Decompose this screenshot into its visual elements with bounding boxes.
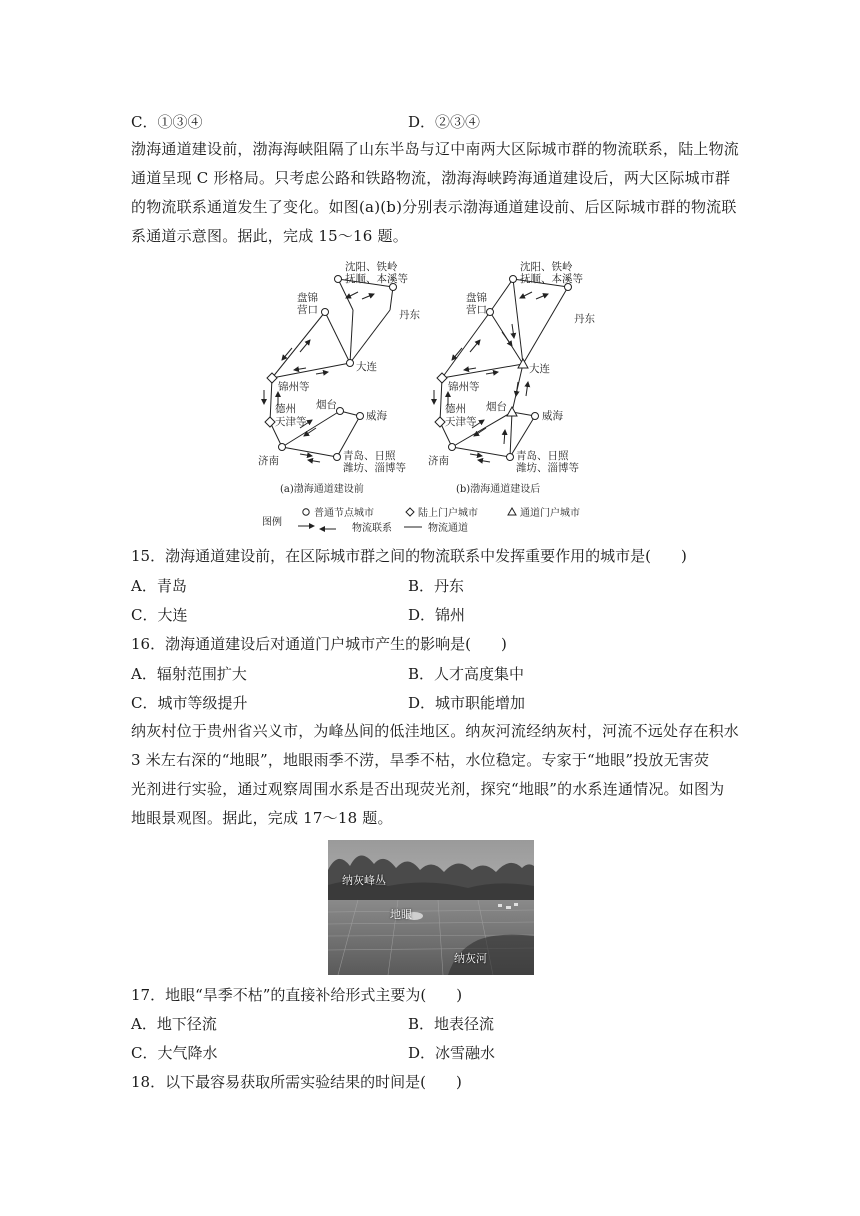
svg-text:天津等: 天津等 bbox=[445, 416, 477, 428]
city-dalian-a: 大连 bbox=[356, 361, 377, 373]
intro1-line-4: 系通道示意图。据此，完成 15～16 题。 bbox=[131, 227, 408, 245]
q16-option-a[interactable]: A．辐射范围扩大 bbox=[131, 665, 247, 683]
intro2-line-4: 地眼景观图。据此，完成 17～18 题。 bbox=[131, 809, 393, 827]
intro1-line-1: 渤海通道建设前，渤海海峡阻隔了山东半岛与辽中南两大区际城市群的物流联系，陆上物流 bbox=[131, 140, 740, 158]
intro2-line-3: 光剂进行实验，通过观察周围水系是否出现荧光剂，探究“地眼”的水系连通情况。如图为 bbox=[131, 780, 725, 798]
legend-channel-gate: 通道门户城市 bbox=[520, 508, 580, 519]
svg-text:营口: 营口 bbox=[466, 304, 487, 316]
photo-label-eye: 地眼 bbox=[390, 908, 412, 921]
caption-a: (a)渤海通道建设前 bbox=[280, 484, 364, 495]
landscape-photo bbox=[328, 840, 534, 975]
photo-label-river: 纳灰河 bbox=[454, 952, 487, 965]
legend-land-gate: 陆上门户城市 bbox=[418, 508, 478, 519]
legend-normal: 普通节点城市 bbox=[314, 508, 374, 519]
svg-text:抚顺、本溪等: 抚顺、本溪等 bbox=[520, 273, 583, 285]
panel-b-nodes bbox=[435, 276, 572, 461]
q16-stem: 16．渤海通道建设后对通道门户城市产生的影响是( ) bbox=[131, 635, 507, 653]
svg-text:天津等: 天津等 bbox=[275, 416, 307, 428]
q17-option-c[interactable]: C．大气降水 bbox=[131, 1044, 218, 1062]
svg-text:潍坊、淄博等: 潍坊、淄博等 bbox=[343, 462, 406, 474]
intro1-line-2: 通道呈现 C 形格局。只考虑公路和铁路物流，渤海海峡跨海通道建设后，两大区际城市群 bbox=[131, 169, 731, 187]
caption-b: (b)渤海通道建设后 bbox=[456, 484, 541, 495]
city-jinan-b: 济南 bbox=[428, 455, 449, 467]
q15-option-c[interactable]: C．大连 bbox=[131, 606, 188, 624]
legend-title: 图例 bbox=[262, 517, 282, 528]
city-panjin-b: 盘锦 bbox=[466, 292, 487, 304]
q17-option-d[interactable]: D．冰雪融水 bbox=[408, 1044, 496, 1062]
city-dezhou-b: 德州 bbox=[445, 403, 466, 415]
city-dezhou-a: 德州 bbox=[275, 403, 296, 415]
city-dandong-b: 丹东 bbox=[574, 313, 595, 325]
intro2-line-1: 纳灰村位于贵州省兴义市，为峰丛间的低洼地区。纳灰河流经纳灰村，河流不远处存在积水 bbox=[131, 722, 740, 740]
q17-stem: 17．地眼“旱季不枯”的直接补给形式主要为( ) bbox=[131, 986, 463, 1004]
intro1-line-3: 的物流联系通道发生了变化。如图(a)(b)分别表示渤海通道建设前、后区际城市群的物流联 bbox=[131, 198, 737, 216]
q17-option-a[interactable]: A．地下径流 bbox=[131, 1015, 217, 1033]
city-shenyang-a: 沈阳、铁岭 bbox=[345, 261, 398, 273]
city-yantai-a: 烟台 bbox=[316, 399, 337, 411]
city-qingdao-b: 青岛、日照 bbox=[516, 450, 569, 462]
intro2-line-2: 3 米左右深的“地眼”，地眼雨季不涝，旱季不枯，水位稳定。专家于“地眼”投放无害荧 bbox=[131, 751, 710, 769]
city-jinan-a: 济南 bbox=[258, 455, 279, 467]
q15-option-b[interactable]: B．丹东 bbox=[408, 577, 465, 595]
svg-text:抚顺、本溪等: 抚顺、本溪等 bbox=[345, 273, 408, 285]
city-qingdao-a: 青岛、日照 bbox=[343, 450, 396, 462]
city-weihai-b: 威海 bbox=[542, 410, 563, 422]
photo-label-peak: 纳灰峰丛 bbox=[342, 874, 386, 887]
q17-option-b[interactable]: B．地表径流 bbox=[408, 1015, 495, 1033]
svg-text:营口: 营口 bbox=[297, 304, 318, 316]
option-d-prev: D．②③④ bbox=[408, 113, 481, 131]
legend-channel: 物流通道 bbox=[428, 523, 468, 534]
city-dalian-b: 大连 bbox=[529, 363, 550, 375]
q15-option-d[interactable]: D．锦州 bbox=[408, 606, 466, 624]
city-jinzhou-b: 锦州等 bbox=[448, 381, 480, 393]
city-weihai-a: 威海 bbox=[366, 410, 387, 422]
city-panjin-a: 盘锦 bbox=[297, 292, 318, 304]
option-c-prev: C．①③④ bbox=[131, 113, 203, 131]
q18-stem: 18．以下最容易获取所需实验结果的时间是( ) bbox=[131, 1073, 462, 1091]
q16-option-b[interactable]: B．人才高度集中 bbox=[408, 665, 525, 683]
q15-option-a[interactable]: A．青岛 bbox=[131, 577, 187, 595]
q15-stem: 15．渤海通道建设前，在区际城市群之间的物流联系中发挥重要作用的城市是( ) bbox=[131, 547, 687, 565]
logistics-figure bbox=[250, 252, 610, 534]
city-jinzhou-a: 锦州等 bbox=[278, 381, 310, 393]
city-yantai-b: 烟台 bbox=[486, 401, 507, 413]
city-dandong-a: 丹东 bbox=[399, 309, 420, 321]
city-shenyang-b: 沈阳、铁岭 bbox=[520, 261, 573, 273]
svg-text:潍坊、淄博等: 潍坊、淄博等 bbox=[516, 462, 579, 474]
legend-flow: 物流联系 bbox=[352, 523, 392, 534]
q16-option-c[interactable]: C．城市等级提升 bbox=[131, 694, 248, 712]
q16-option-d[interactable]: D．城市职能增加 bbox=[408, 694, 526, 712]
legend bbox=[262, 506, 580, 534]
